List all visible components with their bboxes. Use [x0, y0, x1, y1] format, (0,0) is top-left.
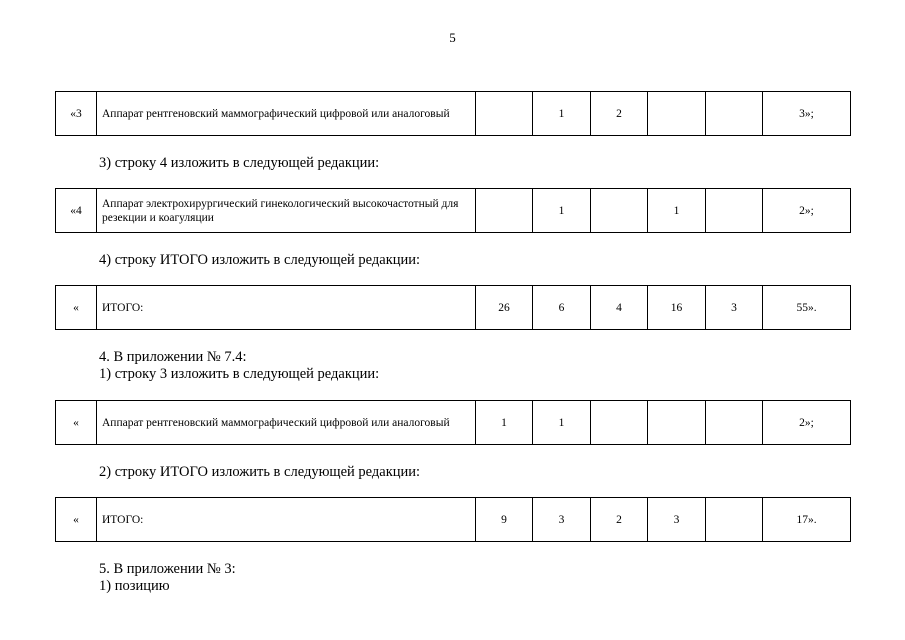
table-row	[56, 92, 851, 136]
row-prefix: «	[56, 498, 97, 542]
row-prefix: «3	[56, 92, 97, 136]
cell-value: 1	[476, 401, 533, 445]
paragraph: 1) позицию	[99, 578, 170, 594]
row-name: Аппарат электрохирургический гинекологический высокочастотный для резекции и коагуляции	[97, 189, 476, 233]
cell-value: 1	[648, 189, 706, 233]
cell-value: 6	[533, 286, 591, 330]
cell-value: 4	[591, 286, 648, 330]
cell-value: 26	[476, 286, 533, 330]
cell-value	[648, 401, 706, 445]
page-number: 5	[449, 30, 456, 45]
row-total: 3»;	[763, 92, 851, 136]
table-row-itogo-7-4	[55, 497, 851, 542]
cell-value: 2	[591, 498, 648, 542]
paragraph: 5. В приложении № 3:	[99, 561, 236, 577]
row-name: Аппарат рентгеновский маммографический цифровой или аналоговый	[97, 92, 476, 136]
cell-value: 1	[533, 189, 591, 233]
paragraph: 4) строку ИТОГО изложить в следующей редакции:	[99, 252, 421, 268]
table-row	[56, 189, 851, 233]
row-total: 2»;	[763, 401, 851, 445]
paragraph: 2) строку ИТОГО изложить в следующей редакции:	[99, 464, 421, 480]
row-prefix: «	[56, 286, 97, 330]
cell-value: 9	[476, 498, 533, 542]
table-row-3-maммограф	[55, 91, 851, 136]
cell-value	[476, 92, 533, 136]
cell-value: 3	[706, 286, 763, 330]
paragraph: 4. В приложении № 7.4:	[99, 349, 247, 365]
row-total: 17».	[763, 498, 851, 542]
table-row-4	[55, 188, 851, 233]
table-row	[56, 286, 851, 330]
table-row-3-7-4	[55, 400, 851, 445]
cell-value	[706, 401, 763, 445]
cell-value: 16	[648, 286, 706, 330]
cell-value	[591, 189, 648, 233]
row-name: Аппарат рентгеновский маммографический цифровой или аналоговый	[97, 401, 476, 445]
cell-value	[706, 189, 763, 233]
cell-value	[706, 498, 763, 542]
table-row-itogo	[55, 285, 851, 330]
cell-value	[591, 401, 648, 445]
row-name: ИТОГО:	[97, 286, 476, 330]
table-row	[56, 401, 851, 445]
cell-value	[476, 189, 533, 233]
cell-value: 1	[533, 401, 591, 445]
paragraph: 1) строку 3 изложить в следующей редакции:	[99, 366, 380, 382]
cell-value: 3	[533, 498, 591, 542]
cell-value	[648, 92, 706, 136]
paragraph: 3) строку 4 изложить в следующей редакции:	[99, 155, 380, 171]
row-prefix: «4	[56, 189, 97, 233]
cell-value	[706, 92, 763, 136]
cell-value: 3	[648, 498, 706, 542]
row-total: 55».	[763, 286, 851, 330]
table-row	[56, 498, 851, 542]
cell-value: 1	[533, 92, 591, 136]
row-name: ИТОГО:	[97, 498, 476, 542]
row-prefix: «	[56, 401, 97, 445]
row-total: 2»;	[763, 189, 851, 233]
cell-value: 2	[591, 92, 648, 136]
